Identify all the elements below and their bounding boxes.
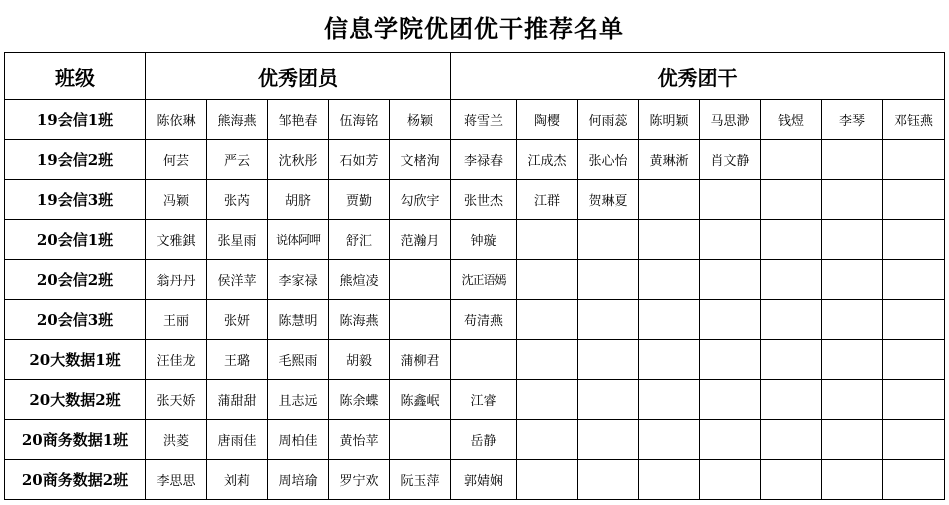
cadre-cell[interactable]	[883, 300, 945, 340]
cadre-cell[interactable]	[761, 460, 822, 500]
cadre-cell[interactable]	[517, 260, 578, 300]
table-row	[5, 220, 945, 260]
member-cell[interactable]: 张妍	[207, 300, 268, 340]
class-name-cell[interactable]: 20商务数据2班	[5, 460, 146, 500]
cadre-cell[interactable]: 郭婧娴	[451, 460, 517, 500]
member-cell[interactable]: 陈鑫岷	[390, 380, 451, 420]
member-cell[interactable]: 贾勤	[329, 180, 390, 220]
cadre-cell[interactable]	[517, 420, 578, 460]
member-cell[interactable]: 王丽	[146, 300, 207, 340]
cadre-cell[interactable]	[517, 340, 578, 380]
header-excellent-members[interactable]: 优秀团员	[146, 53, 451, 100]
sheet-title: 信息学院优团优干推荐名单	[324, 13, 624, 43]
cadre-cell[interactable]: 李琴	[822, 100, 883, 140]
cadre-cell[interactable]	[883, 220, 945, 260]
member-cell[interactable]: 侯洋苹	[207, 260, 268, 300]
member-cell[interactable]: 毛熙雨	[268, 340, 329, 380]
member-cell[interactable]: 严云	[207, 140, 268, 180]
member-cell[interactable]: 蒲柳君	[390, 340, 451, 380]
member-cell[interactable]: 唐雨佳	[207, 420, 268, 460]
cadre-cell[interactable]: 陶樱	[517, 100, 578, 140]
cadre-cell[interactable]: 马思渺	[700, 100, 761, 140]
member-cell[interactable]: 陈海燕	[329, 300, 390, 340]
class-name-cell[interactable]: 20商务数据1班	[5, 420, 146, 460]
cadre-cell[interactable]	[822, 140, 883, 180]
member-cell[interactable]: 石如芳	[329, 140, 390, 180]
cadre-cell[interactable]	[761, 260, 822, 300]
cadre-cell[interactable]	[761, 180, 822, 220]
cadre-cell[interactable]	[700, 180, 761, 220]
member-cell[interactable]: 沈秋彤	[268, 140, 329, 180]
cadre-cell[interactable]	[517, 460, 578, 500]
member-cell[interactable]: 文楮洵	[390, 140, 451, 180]
cadre-cell[interactable]	[451, 340, 517, 380]
class-name-cell[interactable]: 20大数据2班	[5, 380, 146, 420]
cadre-cell[interactable]: 黄琳淅	[639, 140, 700, 180]
cadre-cell[interactable]	[639, 420, 700, 460]
cadre-cell[interactable]	[761, 340, 822, 380]
cadre-cell[interactable]	[883, 140, 945, 180]
member-cell[interactable]: 胡毅	[329, 340, 390, 380]
cadre-cell[interactable]	[761, 420, 822, 460]
cadre-cell[interactable]	[578, 300, 639, 340]
cadre-cell[interactable]: 陈明颖	[639, 100, 700, 140]
cadre-cell[interactable]	[700, 460, 761, 500]
header-row	[5, 53, 945, 100]
cadre-cell[interactable]: 蒋雪兰	[451, 100, 517, 140]
cadre-cell[interactable]	[883, 460, 945, 500]
table-row	[5, 380, 945, 420]
cadre-cell[interactable]	[639, 300, 700, 340]
member-cell[interactable]: 邹艳春	[268, 100, 329, 140]
cadre-cell[interactable]	[639, 180, 700, 220]
header-excellent-cadres[interactable]: 优秀团干	[451, 53, 945, 100]
member-cell[interactable]: 张芮	[207, 180, 268, 220]
member-cell[interactable]	[390, 260, 451, 300]
member-cell[interactable]: 勾欣宇	[390, 180, 451, 220]
member-cell[interactable]: 蒲甜甜	[207, 380, 268, 420]
cadre-cell[interactable]	[639, 220, 700, 260]
member-cell[interactable]: 熊海燕	[207, 100, 268, 140]
cadre-cell[interactable]	[883, 180, 945, 220]
member-cell[interactable]: 王璐	[207, 340, 268, 380]
cadre-cell[interactable]	[761, 380, 822, 420]
member-cell[interactable]: 且志远	[268, 380, 329, 420]
cadre-cell[interactable]	[883, 340, 945, 380]
cadre-cell[interactable]	[822, 220, 883, 260]
nomination-table	[4, 52, 945, 500]
member-cell[interactable]: 陈余蝶	[329, 380, 390, 420]
member-cell[interactable]: 范瀚月	[390, 220, 451, 260]
member-cell[interactable]: 冯颖	[146, 180, 207, 220]
class-name-cell[interactable]: 20会信2班	[5, 260, 146, 300]
cadre-cell[interactable]: 岳静	[451, 420, 517, 460]
member-cell[interactable]: 洪菱	[146, 420, 207, 460]
class-name-cell[interactable]: 20大数据1班	[5, 340, 146, 380]
member-cell[interactable]: 熊煊凌	[329, 260, 390, 300]
cadre-cell[interactable]	[639, 340, 700, 380]
cadre-cell[interactable]	[761, 220, 822, 260]
cadre-cell[interactable]	[639, 460, 700, 500]
cadre-cell[interactable]	[700, 300, 761, 340]
member-cell[interactable]: 刘莉	[207, 460, 268, 500]
member-cell[interactable]: 李家禄	[268, 260, 329, 300]
cadre-cell[interactable]	[822, 340, 883, 380]
class-name-cell[interactable]: 19会信1班	[5, 100, 146, 140]
member-cell[interactable]: 黄怡苹	[329, 420, 390, 460]
spreadsheet	[4, 0, 944, 505]
cadre-cell[interactable]: 钟璇	[451, 220, 517, 260]
cadre-cell[interactable]	[822, 300, 883, 340]
cadre-cell[interactable]	[700, 220, 761, 260]
member-cell[interactable]: 李思思	[146, 460, 207, 500]
cadre-cell[interactable]	[700, 380, 761, 420]
table-row	[5, 140, 945, 180]
cadre-cell[interactable]	[517, 300, 578, 340]
cadre-cell[interactable]	[578, 220, 639, 260]
member-cell[interactable]: 陈慧明	[268, 300, 329, 340]
table-row	[5, 340, 945, 380]
cadre-cell[interactable]	[700, 340, 761, 380]
member-cell[interactable]: 舒汇	[329, 220, 390, 260]
member-cell[interactable]: 周培瑜	[268, 460, 329, 500]
cadre-cell[interactable]: 张世杰	[451, 180, 517, 220]
member-cell[interactable]: 伍海铭	[329, 100, 390, 140]
member-cell[interactable]: 文雅錤	[146, 220, 207, 260]
member-cell[interactable]	[390, 300, 451, 340]
cadre-cell[interactable]: 李禄春	[451, 140, 517, 180]
cadre-cell[interactable]	[578, 420, 639, 460]
cadre-cell[interactable]	[822, 420, 883, 460]
member-cell[interactable]: 陈依琳	[146, 100, 207, 140]
member-cell[interactable]: 何芸	[146, 140, 207, 180]
cadre-cell[interactable]: 江群	[517, 180, 578, 220]
header-class[interactable]: 班级	[5, 53, 146, 100]
cadre-cell[interactable]: 钱煜	[761, 100, 822, 140]
member-cell[interactable]: 张星雨	[207, 220, 268, 260]
cadre-cell[interactable]: 肖文静	[700, 140, 761, 180]
member-cell[interactable]: 翁丹丹	[146, 260, 207, 300]
member-cell[interactable]: 罗宁欢	[329, 460, 390, 500]
table-row	[5, 180, 945, 220]
cadre-cell[interactable]	[822, 460, 883, 500]
table-row	[5, 100, 945, 140]
cadre-cell[interactable]: 沈正语嫣	[451, 260, 517, 300]
class-name-cell[interactable]: 20会信3班	[5, 300, 146, 340]
member-cell[interactable]	[390, 420, 451, 460]
cadre-cell[interactable]: 江睿	[451, 380, 517, 420]
cadre-cell[interactable]	[578, 380, 639, 420]
table-row	[5, 460, 945, 500]
cadre-cell[interactable]	[700, 260, 761, 300]
cadre-cell[interactable]	[761, 300, 822, 340]
cadre-cell[interactable]	[883, 380, 945, 420]
cadre-cell[interactable]: 贺琳夏	[578, 180, 639, 220]
member-cell[interactable]: 杨颖	[390, 100, 451, 140]
table-row	[5, 420, 945, 460]
cadre-cell[interactable]	[578, 460, 639, 500]
table-row	[5, 260, 945, 300]
cadre-cell[interactable]	[883, 420, 945, 460]
cadre-cell[interactable]: 苟清燕	[451, 300, 517, 340]
cadre-cell[interactable]	[761, 140, 822, 180]
cadre-cell[interactable]: 张心怡	[578, 140, 639, 180]
cadre-cell[interactable]: 邓钰燕	[883, 100, 945, 140]
member-cell[interactable]: 说体阿呷	[268, 220, 329, 260]
cadre-cell[interactable]	[639, 260, 700, 300]
cadre-cell[interactable]	[517, 220, 578, 260]
class-name-cell[interactable]: 19会信3班	[5, 180, 146, 220]
cadre-cell[interactable]: 何雨蕊	[578, 100, 639, 140]
table-row	[5, 300, 945, 340]
member-cell[interactable]: 周柏佳	[268, 420, 329, 460]
class-name-cell[interactable]: 19会信2班	[5, 140, 146, 180]
cadre-cell[interactable]	[883, 260, 945, 300]
class-name-cell[interactable]: 20会信1班	[5, 220, 146, 260]
cadre-cell[interactable]	[578, 340, 639, 380]
cadre-cell[interactable]	[822, 260, 883, 300]
cadre-cell[interactable]	[700, 420, 761, 460]
cadre-cell[interactable]	[578, 260, 639, 300]
member-cell[interactable]: 张天娇	[146, 380, 207, 420]
member-cell[interactable]: 阮玉萍	[390, 460, 451, 500]
cadre-cell[interactable]	[822, 180, 883, 220]
cadre-cell[interactable]	[517, 380, 578, 420]
cadre-cell[interactable]	[639, 380, 700, 420]
member-cell[interactable]: 汪佳龙	[146, 340, 207, 380]
member-cell[interactable]: 胡脐	[268, 180, 329, 220]
cadre-cell[interactable]: 江成杰	[517, 140, 578, 180]
cadre-cell[interactable]	[822, 380, 883, 420]
